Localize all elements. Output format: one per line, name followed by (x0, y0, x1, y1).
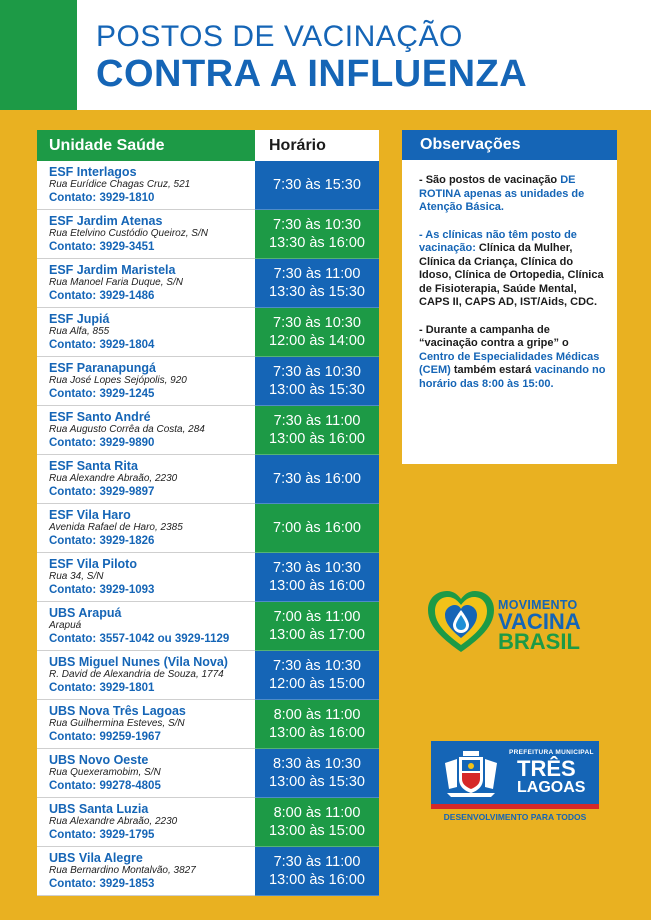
hours-cell (255, 308, 379, 357)
hours-range: 8:00 às 11:00 (273, 805, 361, 821)
unit-name: ESF Santo André (49, 410, 151, 424)
heart-drop-icon (426, 588, 496, 658)
hours-range: 13:00 às 16:00 (269, 872, 365, 888)
unit-contact: Contato: 3929-1093 (49, 584, 155, 596)
hours-cell (255, 161, 379, 210)
city-name-line-1: TRÊS (517, 756, 576, 781)
unit-contact: Contato: 3929-1245 (49, 388, 155, 400)
unit-name: ESF Jupiá (49, 312, 110, 326)
unit-address: Rua Quexeramobim, S/N (49, 767, 161, 778)
table-row (37, 504, 379, 553)
column-header-hours: Horário (255, 130, 379, 161)
unit-cell (37, 651, 255, 700)
hours-range: 7:30 às 10:30 (273, 560, 361, 576)
observations-title: Observações (402, 130, 617, 160)
table-row (37, 700, 379, 749)
hours-range: 13:00 às 16:00 (269, 578, 365, 594)
unit-cell (37, 798, 255, 847)
hours-range: 13:00 às 15:00 (269, 823, 365, 839)
unit-cell (37, 749, 255, 798)
hours-range: 13:00 às 15:30 (269, 774, 365, 790)
observation-3: - Durante a campanha de “vacinação contra a gripe” o Centro de Especialidades Médicas (CEM) também estará vacinando no horário das 8:00 às 15:00. (419, 323, 606, 390)
unit-address: Avenida Rafael de Haro, 2385 (49, 522, 183, 533)
hours-cell (255, 651, 379, 700)
hours-cell (255, 847, 379, 896)
hours-range: 7:30 às 10:30 (273, 364, 361, 380)
unit-name: ESF Vila Piloto (49, 557, 137, 571)
hours-range: 7:30 às 10:30 (273, 658, 361, 674)
unit-contact: Contato: 3557-1042 ou 3929-1129 (49, 633, 230, 645)
hours-range: 13:00 às 17:00 (269, 627, 365, 643)
unit-address: Rua 34, S/N (49, 571, 104, 582)
hours-range: 7:30 às 11:00 (273, 854, 361, 870)
unit-address: Rua Alexandre Abraão, 2230 (49, 816, 178, 827)
unit-cell (37, 700, 255, 749)
hours-range: 7:30 às 15:30 (273, 177, 361, 193)
observation-1: - São postos de vacinação DE ROTINA apenas as unidades de Atenção Básica. (419, 174, 585, 213)
hours-cell (255, 553, 379, 602)
unit-cell (37, 357, 255, 406)
unit-contact: Contato: 3929-1795 (49, 829, 155, 841)
hours-cell (255, 210, 379, 259)
hours-range: 13:00 às 15:30 (269, 382, 365, 398)
vaccination-table (37, 130, 379, 896)
unit-name: ESF Jardim Atenas (49, 214, 163, 228)
hours-range: 13:30 às 15:30 (269, 284, 365, 300)
title-line-2: CONTRA A INFLUENZA (96, 53, 528, 95)
red-stripe (431, 804, 599, 809)
hours-range: 8:00 às 11:00 (273, 707, 361, 723)
unit-contact: Contato: 3929-1804 (49, 339, 155, 351)
observation-2: - As clínicas não têm posto de vacinação: Clínica da Mulher, Clínica da Criança, Clínica do Idoso, Clínica de Ortopedia, Clínica de Fisioterapia, Saúde Mental, CAPS II, CAPS AD, IST/Aids, CDC. (419, 228, 604, 308)
unit-name: UBS Nova Três Lagoas (49, 704, 186, 718)
hours-range: 13:30 às 16:00 (269, 235, 365, 251)
unit-name: UBS Arapuá (49, 606, 122, 620)
hours-range: 7:30 às 10:30 (273, 217, 361, 233)
table-row (37, 455, 379, 504)
table-row (37, 602, 379, 651)
unit-contact: Contato: 3929-1801 (49, 682, 155, 694)
table-row (37, 406, 379, 455)
unit-name: UBS Vila Alegre (49, 851, 143, 865)
unit-address: Rua Manoel Faria Duque, S/N (49, 277, 183, 288)
hours-range: 7:00 às 11:00 (273, 609, 361, 625)
unit-contact: Contato: 3929-9897 (49, 486, 155, 498)
column-header-unit: Unidade Saúde (37, 130, 255, 161)
prefeitura-slogan: DESENVOLVIMENTO PARA TODOS (443, 812, 587, 822)
table-row (37, 798, 379, 847)
hours-cell (255, 798, 379, 847)
hours-cell (255, 259, 379, 308)
city-coat-of-arms-icon (441, 749, 501, 799)
hours-range: 7:30 às 16:00 (273, 471, 361, 487)
observations-body (402, 160, 617, 464)
unit-cell (37, 161, 255, 210)
hours-range: 12:00 às 15:00 (269, 676, 365, 692)
unit-cell (37, 406, 255, 455)
table-header (37, 130, 379, 161)
movimento-text: MOVIMENTO VACINA BRASIL (498, 598, 581, 654)
unit-address: Rua José Lopes Sejópolis, 920 (49, 375, 187, 386)
unit-cell (37, 504, 255, 553)
header-green-block (0, 0, 77, 110)
unit-address: Rua Bernardino Montalvão, 3827 (49, 865, 196, 876)
table-row (37, 259, 379, 308)
hours-range: 7:30 às 11:00 (273, 413, 361, 429)
unit-address: Rua Augusto Corrêa da Costa, 284 (49, 424, 205, 435)
unit-contact: Contato: 3929-9890 (49, 437, 155, 449)
unit-name: UBS Novo Oeste (49, 753, 149, 767)
observations-box (402, 130, 617, 464)
unit-contact: Contato: 3929-1486 (49, 290, 155, 302)
table-row (37, 357, 379, 406)
hours-cell (255, 749, 379, 798)
title-line-1: POSTOS DE VACINAÇÃO (96, 20, 463, 53)
table-row (37, 553, 379, 602)
city-name-line-2: LAGOAS (517, 779, 586, 796)
table-row (37, 210, 379, 259)
unit-name: ESF Interlagos (49, 165, 137, 179)
movimento-vacina-brasil-logo (426, 588, 606, 658)
unit-name: ESF Santa Rita (49, 459, 138, 473)
unit-cell (37, 847, 255, 896)
hours-cell (255, 406, 379, 455)
hours-range: 8:30 às 10:30 (273, 756, 361, 772)
table-row (37, 847, 379, 896)
hours-cell (255, 700, 379, 749)
unit-contact: Contato: 3929-1810 (49, 192, 155, 204)
unit-name: UBS Santa Luzia (49, 802, 149, 816)
unit-contact: Contato: 3929-1826 (49, 535, 155, 547)
unit-name: UBS Miguel Nunes (Vila Nova) (49, 655, 228, 669)
unit-name: ESF Vila Haro (49, 508, 131, 522)
unit-contact: Contato: 3929-1853 (49, 878, 155, 890)
unit-address: Rua Eurídice Chagas Cruz, 521 (49, 179, 191, 190)
hours-range: 13:00 às 16:00 (269, 431, 365, 447)
header-banner (0, 0, 651, 110)
hours-range: 13:00 às 16:00 (269, 725, 365, 741)
hours-range: 12:00 às 14:00 (269, 333, 365, 349)
unit-contact: Contato: 99259-1967 (49, 731, 161, 743)
table-row (37, 749, 379, 798)
table-row (37, 308, 379, 357)
unit-address: Arapuá (49, 620, 82, 631)
unit-cell (37, 210, 255, 259)
hours-cell (255, 455, 379, 504)
unit-address: Rua Alexandre Abraão, 2230 (49, 473, 178, 484)
unit-cell (37, 259, 255, 308)
hours-cell (255, 504, 379, 553)
unit-contact: Contato: 3929-3451 (49, 241, 155, 253)
unit-cell (37, 308, 255, 357)
table-row (37, 651, 379, 700)
hours-cell (255, 602, 379, 651)
table-body (37, 161, 379, 896)
table-row (37, 161, 379, 210)
unit-cell (37, 455, 255, 504)
hours-range: 7:30 às 11:00 (273, 266, 361, 282)
prefeitura-label: PREFEITURA MUNICIPAL (509, 749, 594, 756)
unit-address: Rua Alfa, 855 (49, 326, 110, 337)
unit-address: Rua Etelvino Custódio Queiroz, S/N (49, 228, 208, 239)
unit-address: Rua Guilhermina Esteves, S/N (49, 718, 185, 729)
unit-address: R. David de Alexandria de Souza, 1774 (49, 669, 224, 680)
unit-contact: Contato: 99278-4805 (49, 780, 161, 792)
unit-cell (37, 602, 255, 651)
unit-name: ESF Paranapungá (49, 361, 156, 375)
prefeitura-logo (431, 741, 599, 809)
hours-range: 7:00 às 16:00 (273, 520, 361, 536)
unit-name: ESF Jardim Maristela (49, 263, 176, 277)
unit-cell (37, 553, 255, 602)
hours-cell (255, 357, 379, 406)
hours-range: 7:30 às 10:30 (273, 315, 361, 331)
